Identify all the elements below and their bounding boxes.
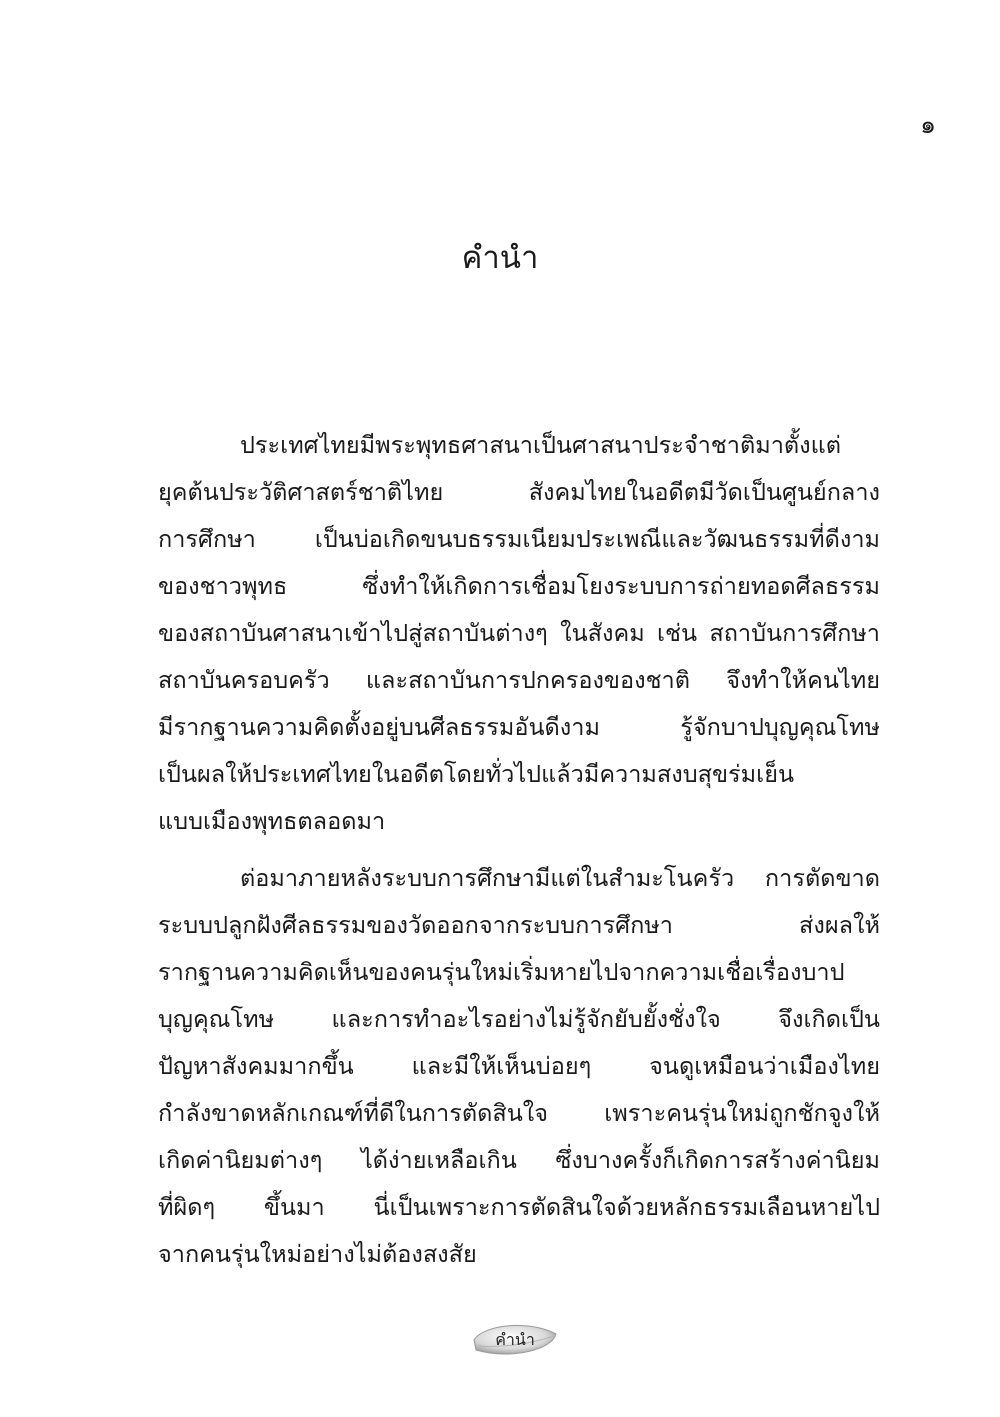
paragraph-line: ระบบปลูกฝังศีลธรรมของวัดออกจากระบบการศึกษา ส่งผลให้ (158, 911, 880, 939)
paragraph-line: ของสถาบันศาสนาเข้าไปสู่สถาบันต่างๆ ในสังคม เช่น สถาบันการศึกษา (158, 619, 880, 647)
paragraph-line: มีรากฐานความคิดตั้งอยู่บนศีลธรรมอันดีงาม รู้จักบาปบุญคุณโทษ (158, 713, 880, 741)
paragraph-line: กำลังขาดหลักเกณฑ์ที่ดีในการตัดสินใจ เพราะคนรุ่นใหม่ถูกชักจูงให้ (158, 1099, 880, 1127)
paragraph-line: การศึกษา เป็นบ่อเกิดขนบธรรมเนียมประเพณีและวัฒนธรรมที่ดีงาม (158, 525, 880, 553)
paragraph-2 (158, 855, 880, 1278)
paragraph-line: ปัญหาสังคมมากขึ้น และมีให้เห็นบ่อยๆ จนดูเหมือนว่าเมืองไทย (158, 1052, 880, 1080)
paragraph-line: ต่อมาภายหลังระบบการศึกษามีแต่ในสำมะโนครัว การตัดขาด (240, 864, 880, 892)
paragraph-line: แบบเมืองพุทธตลอดมา (158, 807, 386, 835)
paragraph-line: สถาบันครอบครัว และสถาบันการปกครองของชาติ จึงทำให้คนไทย (158, 666, 880, 694)
paragraph-line: ประเทศไทยมีพระพุทธศาสนาเป็นศาสนาประจำชาติมาตั้งแต่ (240, 431, 842, 459)
paragraph-line: เป็นผลให้ประเทศไทยในอดีตโดยทั่วไปแล้วมีความสงบสุขร่มเย็น (158, 760, 795, 788)
page-title: คำนำ (461, 240, 539, 276)
body-text (158, 422, 880, 1288)
paragraph-line: ที่ผิดๆ ขึ้นมา นี่เป็นเพราะการตัดสินใจด้วยหลักธรรมเลือนหายไป (158, 1193, 880, 1221)
paragraph-line: เกิดค่านิยมต่างๆ ได้ง่ายเหลือเกิน ซึ่งบางครั้งก็เกิดการสร้างค่านิยม (158, 1146, 880, 1174)
page-number: ๑ (920, 110, 936, 139)
paragraph-line: บุญคุณโทษ และการทำอะไรอย่างไม่รู้จักยับยั้งชั่งใจ จึงเกิดเป็น (158, 1005, 880, 1033)
paragraph-line: รากฐานความคิดเห็นของคนรุ่นใหม่เริ่มหายไปจากความเชื่อเรื่องบาป (158, 958, 845, 986)
footer-badge (470, 1320, 560, 1358)
paragraph-line: จากคนรุ่นใหม่อย่างไม่ต้องสงสัย (158, 1240, 477, 1268)
footer-label: คำนำ (495, 1330, 535, 1349)
paragraph-line: ยุคต้นประวัติศาสตร์ชาติไทย สังคมไทยในอดีตมีวัดเป็นศูนย์กลาง (158, 478, 880, 506)
paragraph-1 (158, 422, 880, 845)
paragraph-line: ของชาวพุทธ ซึ่งทำให้เกิดการเชื่อมโยงระบบการถ่ายทอดศีลธรรม (158, 572, 880, 600)
